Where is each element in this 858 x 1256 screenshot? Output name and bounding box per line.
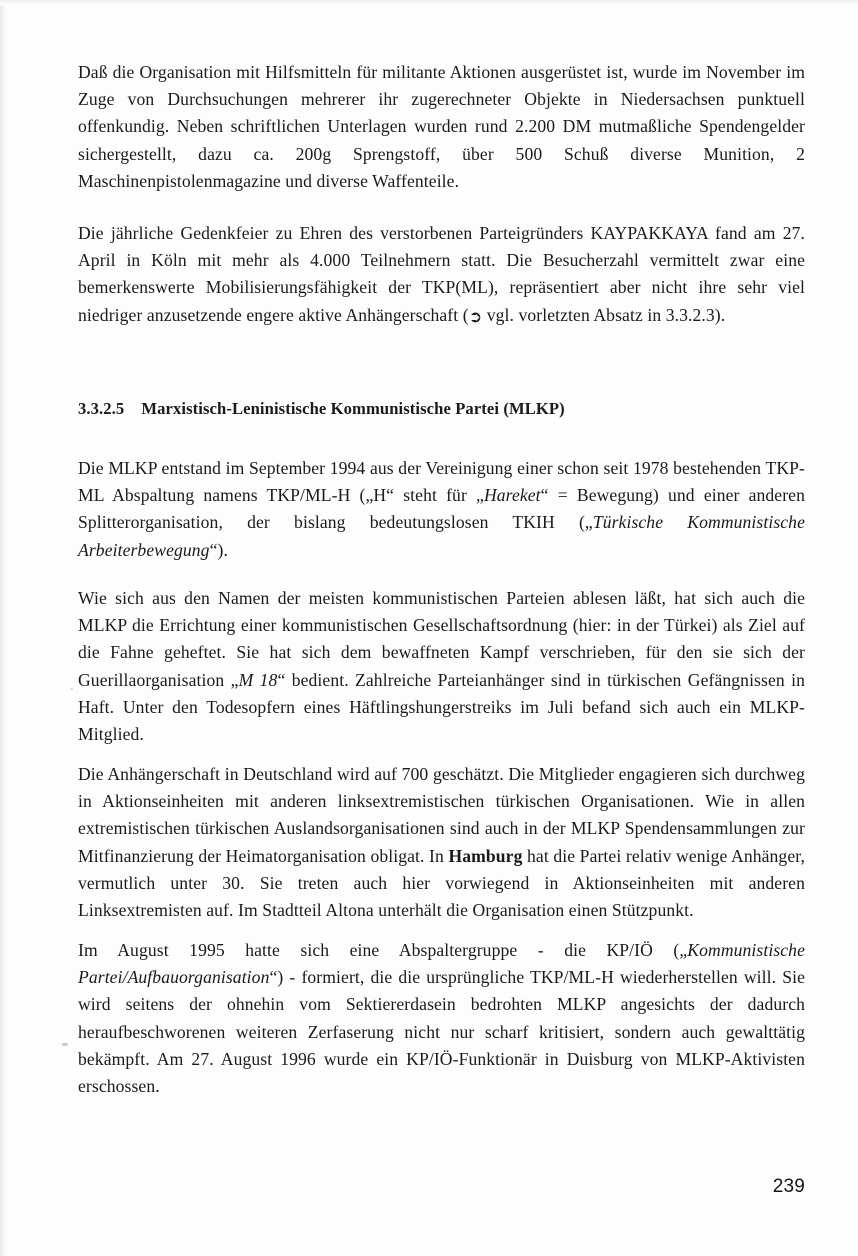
italic-term-kpioe-name: Kommunistische Partei/Aufbauorganisation xyxy=(78,940,805,988)
paragraph-text xyxy=(78,761,805,924)
paragraph-text-segment: “ bedient. Zahlreiche Parteianhänger sind in türkischen Gefängnissen in Haft. Unter den Todesopfern eines Häftlingshungerstreiks im Juli befand sich auch ein MLKP-Mitglied. xyxy=(78,669,805,745)
bold-term-hamburg: Hamburg xyxy=(448,845,523,866)
section-heading-3-3-2-5 xyxy=(78,398,805,420)
paragraph-text-segment: vgl. vorletzten Absatz in 3.3.2.3). xyxy=(482,304,726,325)
page-number: 239 xyxy=(772,1176,805,1197)
paragraph-text xyxy=(78,585,805,748)
paragraph-text xyxy=(78,220,805,329)
scan-edge-shadow-left xyxy=(0,0,7,1256)
paragraph-text-segment: Die Anhängerschaft in Deutschland wird auf 700 geschätzt. Die Mitglieder engagieren sich durchweg in Aktionseinheiten mit anderen linksextremistischen türkischen Organisationen. Wie in allen extremistischen türkischen Auslandsorganisationen sind auch in der MLKP Spendensammlungen zur Mitfinanzierung der Heimatorganisation obligat. In xyxy=(78,764,805,866)
paragraph-text-segment: hat die Partei relativ wenige Anhänger, vermutlich unter 30. Sie treten auch hier vorwiegend in Aktionseinheiten mit anderen Linksextremisten auf. Im Stadtteil Altona unterhält die Organisation einen Stützpunkt. xyxy=(78,845,805,921)
italic-term-hareket: Hareket xyxy=(483,485,541,506)
paragraph-text: Daß die Organisation mit Hilfsmitteln für militante Aktionen ausgerüstet ist, wurde im November im Zuge von Durchsuchungen mehrerer ihr zugerechneter Objekte in Niedersachsen punktuell offenkundig. Neben schriftlichen Unterlagen wurden rund 2.200 DM mutmaßliche Spendengelder sichergestellt, dazu ca. 200g Sprengstoff, über 500 Schuß diverse Munition, 2 Maschinenpistolenmagazine und diverse Waffenteile. xyxy=(78,62,805,191)
paragraph-abspaltergruppe-kpioe xyxy=(78,937,805,1100)
paragraph-text-segment: Die jährliche Gedenkfeier zu Ehren des verstorbenen Parteigründers KAYPAKKAYA fand am 27. April in Köln mit mehr als 4.000 Teilnehmern statt. Die Besucherzahl vermittelt zwar eine bemerkenswerte Mobilisierungsfähigkeit der TKP(ML), repräsentiert aber nicht ihre sehr viel niedriger anzusetzende engere aktive Anhängerschaft ( xyxy=(78,223,805,325)
section-heading-number: 3.3.2.5 xyxy=(78,399,125,418)
scan-speck-artifact xyxy=(62,1043,68,1046)
paragraph-text xyxy=(78,937,805,1100)
paragraph-anhaengerschaft-deutschland xyxy=(78,761,805,924)
paragraph-mlkp-ziele xyxy=(78,585,805,748)
paragraph-gedenkfeier-kaypakkaya xyxy=(78,220,805,329)
paragraph-mlkp-entstehung xyxy=(78,455,805,564)
paragraph-text xyxy=(78,455,805,564)
paragraph-text-segment: Im August 1995 hatte sich eine Abspaltergruppe - die KP/IÖ („ xyxy=(78,940,688,960)
paragraph-organisation-hilfsmittel xyxy=(78,59,805,195)
paragraph-text-segment: “ = Bewegung) und einer anderen Splitterorganisation, der bislang bedeutungslosen TKIH („ xyxy=(78,485,805,533)
paragraph-text-segment: Die MLKP entstand im September 1994 aus der Vereinigung einer schon seit 1978 bestehenden TKP-ML Abspaltung namens TKP/ML-H („H“ steht für „ xyxy=(78,458,805,506)
paragraph-text-segment: Wie sich aus den Namen der meisten kommunistischen Parteien ablesen läßt, hat sich auch die MLKP die Errichtung einer kommunistischen Gesellschaftsordnung (hier: in der Türkei) als Ziel auf die Fahne geheftet. Sie hat sich dem bewaffneten Kampf verschrieben, für den sie sich der Guerillaorganisation „ xyxy=(78,588,805,690)
scan-speck-artifact xyxy=(70,688,73,690)
paragraph-text-segment: “) - formiert, die die ursprüngliche TKP/ML-H wiederherstellen will. Sie wird seitens der ohnehin vom Sektiererdasein bedrohten MLKP angesichts der dadurch heraufbeschworenen weiteren Zerfaserung nicht nur scharf kritisiert, sondern auch gewalttätig bekämpft. Am 27. August 1996 wurde ein KP/IÖ-Funktionär in Duisburg von MLKP-Aktivisten erschossen. xyxy=(78,967,805,1097)
paragraph-text-segment: “). xyxy=(209,539,228,560)
italic-term-m18: M 18 xyxy=(238,669,278,690)
section-heading-title: Marxistisch-Leninistische Kommunistische Partei (MLKP) xyxy=(141,399,565,418)
cross-reference-arrow-icon: ➲ xyxy=(468,306,483,326)
italic-term-tkih-translation: Türkische Kommunistische Arbeiterbewegung xyxy=(78,512,805,560)
page-content-column xyxy=(78,0,805,1256)
